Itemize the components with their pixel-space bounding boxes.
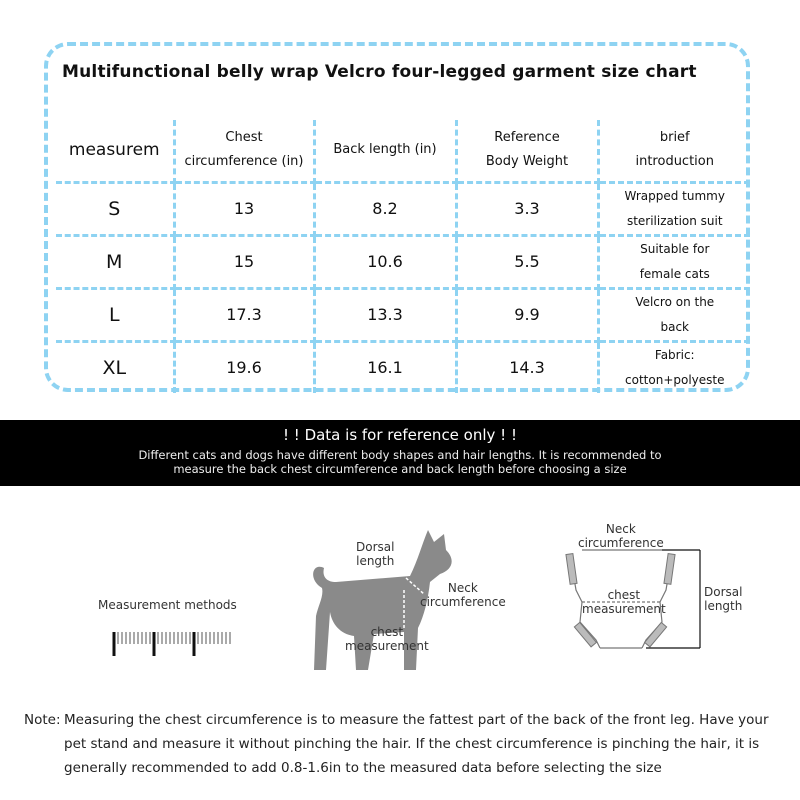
back-value: 10.6 [314,235,456,288]
chest-value: 19.6 [174,341,314,393]
notice-title: ! ! Data is for reference only ! ! [283,426,517,444]
dog-chest-label: chest measurement [345,625,429,653]
size-label: S [56,182,174,235]
header-back-length: Back length (in) [314,120,456,182]
garment-chest-label: chest measurement [582,588,666,616]
table-row [56,182,750,235]
notice-body: Different cats and dogs have different body shapes and hair lengths. It is recommended to measure the back chest circumference and back length before choosing a size [138,448,662,476]
note-label: Note: [24,712,61,728]
weight-value: 5.5 [456,235,598,288]
intro-text: Fabric: cotton+polyeste [598,341,750,393]
dog-neck-label: Neck circumference [420,581,506,609]
weight-value: 9.9 [456,288,598,341]
size-label: L [56,288,174,341]
header-size: measurem [56,120,174,182]
table-header-row [56,120,750,182]
weight-value: 3.3 [456,182,598,235]
header-weight: Reference Body Weight [456,120,598,182]
back-value: 13.3 [314,288,456,341]
garment-neck-label: Neck circumference [578,522,664,550]
size-label: XL [56,341,174,393]
chart-title: Multifunctional belly wrap Velcro four-legged garment size chart [62,62,697,82]
methods-label: Measurement methods [98,598,237,612]
ruler-icon [110,628,235,658]
header-chest: Chest circumference (in) [174,120,314,182]
chest-value: 15 [174,235,314,288]
dog-dorsal-label: Dorsal length [356,540,395,568]
table-row [56,288,750,341]
garment-dorsal-label: Dorsal length [704,585,743,613]
table-row [56,235,750,288]
chest-value: 17.3 [174,288,314,341]
back-value: 8.2 [314,182,456,235]
notice-band [0,420,800,486]
note-text: Measuring the chest circumference is to measure the fattest part of the back of the front leg. Have your pet stand and measure it without pinching the hair. If the chest circumference is pinching the hair, it is generally recommended to add 0.8-1.6in to the measured data before selecting the size [64,712,769,776]
table-row [56,341,750,393]
back-value: 16.1 [314,341,456,393]
intro-text: Suitable for female cats [598,235,750,288]
weight-value: 14.3 [456,341,598,393]
intro-text: Wrapped tummy sterilization suit [598,182,750,235]
chest-value: 13 [174,182,314,235]
size-label: M [56,235,174,288]
size-table [56,120,750,393]
intro-text: Velcro on the back [598,288,750,341]
header-intro: brief introduction [598,120,750,182]
